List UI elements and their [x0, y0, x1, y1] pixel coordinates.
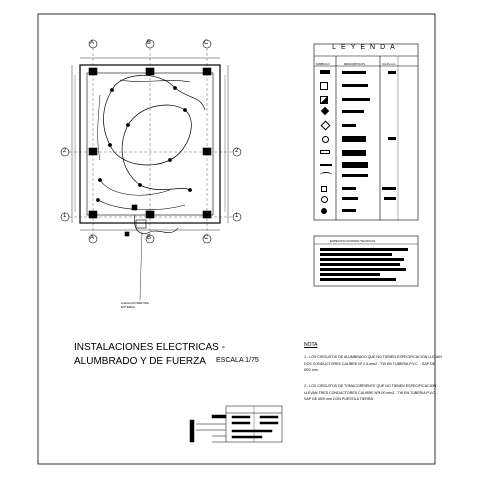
legend-row: [321, 196, 328, 203]
spec-line: [320, 268, 406, 271]
spec-line: [320, 248, 408, 251]
axis-label-c-bottom: C: [204, 235, 209, 241]
notes-heading: NOTA: [304, 342, 318, 348]
legend-row-desc: [342, 110, 364, 113]
spec-line: [320, 278, 396, 281]
axis-label-b: B: [147, 40, 152, 46]
legend-col-symbol: SIMBOLO: [316, 62, 330, 66]
legend-row-desc: [342, 136, 366, 142]
legend-row-box: [388, 71, 396, 74]
meter-label: LLEGA ACOMETIDA EXTERNA: [121, 301, 149, 309]
axis-label-1: 1: [63, 213, 67, 219]
axis-label-b-bottom: B: [147, 235, 152, 241]
legend-row-box: [388, 137, 396, 140]
spec-line: [320, 253, 392, 256]
note-1: 1.- LOS CIRCUITOS DE ALUMBRADO QUE NO TIENEN ESPECIFICACION LLEVAN DOS CONDUCTORES CALIBRE Nº 2.5 mm2 - TW EN TUBERIA P.V.C. - SAP DE Ø20 mm: [304, 355, 442, 372]
meter-leader: [140, 232, 142, 300]
legend-row-desc: [342, 150, 366, 156]
legend-row: [320, 150, 330, 154]
legend-row: [320, 96, 328, 104]
legend-row-desc: [342, 162, 368, 168]
legend-row-desc: [342, 84, 368, 87]
axis-label-c: C: [204, 40, 209, 46]
legend-row-desc: [342, 187, 356, 190]
axis-label-a-bottom: A: [90, 235, 95, 241]
legend-col-box: CAJA mm: [382, 62, 396, 66]
legend-row: [322, 136, 329, 143]
legend-row-desc: [342, 209, 356, 212]
legend-title: LEYENDA: [332, 44, 400, 51]
legend-row: [321, 186, 327, 192]
legend-row: [320, 82, 328, 90]
spec-line: [320, 258, 404, 261]
board-detail: [190, 406, 282, 442]
axis-label-2: 2: [63, 148, 67, 154]
legend-row-desc: [342, 174, 368, 177]
note-2: 2.- LOS CIRCUITOS DE TOMACORRIENTE QUE NO TIENEN ESPECIFICACION LLEVAN TRES CONDUCTORES CALIBRE Nº4.00 mm2 - TW EN TUBERIA P.V.C. - SAP DE Ø20 mm CON PUESTA A TIERRA: [304, 384, 439, 401]
spec-line: [320, 273, 380, 276]
axis-label-2-right: 2: [235, 148, 239, 154]
axis-label-1-right: 1: [235, 213, 239, 219]
legend-row-box: [384, 197, 396, 200]
drawing-title: INSTALACIONES ELECTRICAS - ALUMBRADO Y DE FUERZA: [74, 342, 225, 367]
legend-row-desc: [342, 197, 358, 200]
legend-row-desc: [342, 124, 356, 127]
legend-row: [320, 164, 332, 166]
legend-row-desc: [342, 98, 370, 101]
axis-label-a: A: [90, 40, 95, 46]
legend-row-desc: [342, 71, 366, 74]
legend-row: [320, 70, 330, 74]
legend-col-description: DESCRIPCION: [344, 62, 365, 66]
specs-title: ESPECIFICACIONES TECNICAS: [330, 239, 376, 243]
legend-row: [321, 208, 327, 214]
spec-line: [320, 263, 400, 266]
specs-body: [320, 248, 412, 283]
floor-plan: [61, 40, 241, 300]
legend-row: [320, 172, 332, 178]
legend-row-box: [382, 187, 396, 190]
drawing-scale: ESCALA 1/75: [216, 357, 259, 364]
